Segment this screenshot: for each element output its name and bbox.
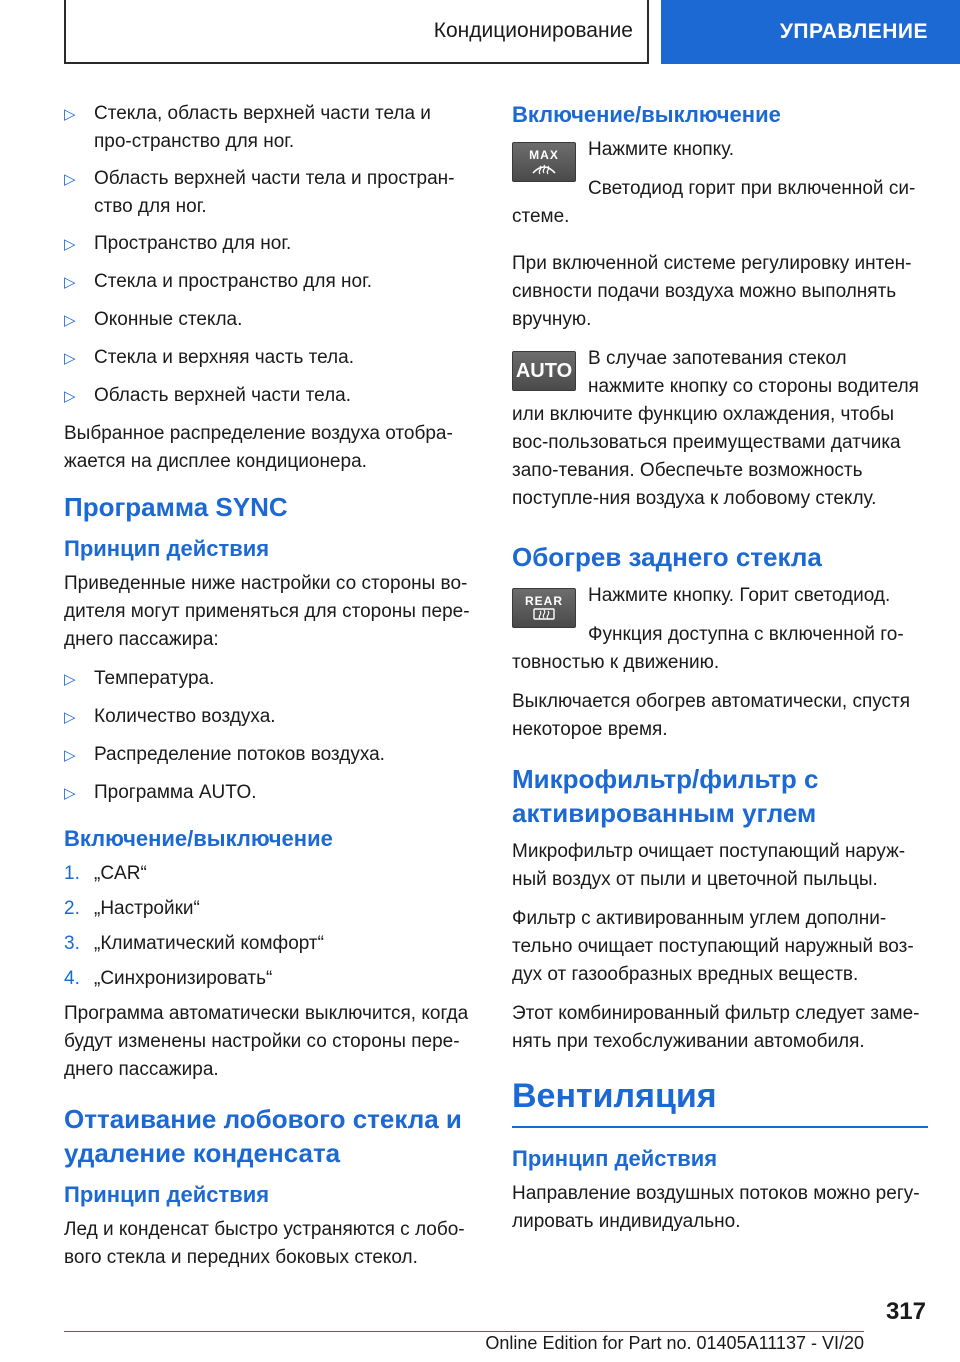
rear-off-text: Выключается обогрев автоматически, спустя некоторое время. xyxy=(512,691,911,740)
sync-onoff-heading: Включение/выключение xyxy=(64,826,333,851)
rear-defrost-icon: REAR xyxy=(512,588,576,628)
rear-defrost-glyph-icon xyxy=(531,607,557,621)
vent-text: Направление воздушных потоков можно регу-лировать индивидуально. xyxy=(512,1183,920,1232)
triangle-bullet-icon: ▷ xyxy=(64,274,76,291)
sync-heading: Программа SYNC xyxy=(64,492,288,522)
rear-heating-heading: Обогрев заднего стекла xyxy=(512,542,822,572)
triangle-bullet-icon: ▷ xyxy=(64,785,76,802)
defrost-text: Лед и конденсат быстро устраняются с лобо-вого стекла и передних боковых стекол. xyxy=(64,1219,465,1268)
press-button-text: Нажмите кнопку. xyxy=(588,139,735,160)
list-item: ▷ Программа AUTO. xyxy=(64,779,472,808)
chapter-title: УПРАВЛЕНИЕ xyxy=(779,20,928,43)
auto-button-illustration xyxy=(512,351,576,391)
defrost-principle-heading: Принцип действия xyxy=(64,1182,270,1207)
triangle-bullet-icon: ▷ xyxy=(64,671,76,688)
auto-icon: AUTO xyxy=(512,351,576,391)
distribution-note: Выбранное распределение воздуха отобра-жается на дисплее кондиционера. xyxy=(64,423,453,472)
list-item: ▷ Температура. xyxy=(64,665,472,694)
manual-adjust-text: При включенной системе регулировку интен-сивности подачи воздуха можно выполнять вручную. xyxy=(512,253,912,330)
triangle-bullet-icon: ▷ xyxy=(64,388,76,405)
section-title: Кондиционирование xyxy=(433,19,633,42)
right-column xyxy=(512,100,928,1247)
list-item: ▷ Оконные стекла. xyxy=(64,306,472,335)
led-on-text: Светодиод горит при включенной си-стеме. xyxy=(512,178,916,227)
list-item: ▷ Область верхней части тела и простран-ство для ног. xyxy=(64,165,472,221)
triangle-bullet-icon: ▷ xyxy=(64,171,76,188)
filter-text-1: Микрофильтр очищает поступающий наруж-ный воздух от пыли и цветочной пыльцы. xyxy=(512,841,906,890)
left-column xyxy=(64,100,472,1283)
list-item: ▷ Область верхней части тела. xyxy=(64,382,472,411)
onoff-heading: Включение/выключение xyxy=(512,102,781,127)
step-item: 3. „Климатический комфорт“ xyxy=(64,933,324,954)
rear-press-text: Нажмите кнопку. Горит светодиод. xyxy=(588,585,891,606)
rear-function-text: Функция доступна с включенной го-товностью к движению. xyxy=(512,624,904,673)
vent-principle-heading: Принцип действия xyxy=(512,1146,718,1171)
list-item: ▷ Стекла и верхняя часть тела. xyxy=(64,344,472,373)
triangle-bullet-icon: ▷ xyxy=(64,106,76,123)
max-defrost-icon: MAX xyxy=(512,142,576,182)
filter-text-2: Фильтр с активированным углем дополни-тельно очищает поступающий наружный воз-дух от газообразных вредных веществ. xyxy=(512,908,914,985)
triangle-bullet-icon: ▷ xyxy=(64,747,76,764)
max-defrost-button-illustration xyxy=(512,142,576,182)
step-item: 4. „Синхронизировать“ xyxy=(64,968,273,989)
triangle-bullet-icon: ▷ xyxy=(64,236,76,253)
sync-principle-text: Приведенные ниже настройки со стороны во-дителя могут применяться для стороны пере-днего пассажира: xyxy=(64,573,470,650)
fog-text: В случае запотевания стекол нажмите кнопку со стороны водителя или включите функцию охлаждения, чтобы вос-пользоваться преимуществами датчика запо-тевания. Обеспечьте возможность поступле-ния воздуха к лобовому стеклу. xyxy=(512,348,919,509)
list-item: ▷ Пространство для ног. xyxy=(64,230,472,259)
rear-defrost-button-illustration xyxy=(512,588,576,628)
step-item: 1. „CAR“ xyxy=(64,863,147,884)
sync-auto-off-text: Программа автоматически выключится, когда будут изменены настройки со стороны пере-днего пассажира. xyxy=(64,1003,469,1080)
triangle-bullet-icon: ▷ xyxy=(64,312,76,329)
list-item: ▷ Стекла, область верхней части тела и про-странство для ног. xyxy=(64,100,472,156)
list-item: ▷ Распределение потоков воздуха. xyxy=(64,741,472,770)
sync-principle-heading: Принцип действия xyxy=(64,536,270,561)
defrost-icon xyxy=(531,161,557,175)
edition-footer: Online Edition for Part no. 01405A11137 - VI/20 xyxy=(485,1333,864,1353)
list-item: ▷ Количество воздуха. xyxy=(64,703,472,732)
triangle-bullet-icon: ▷ xyxy=(64,350,76,367)
defrost-heading: Оттаивание лобового стекла и удаление конденсата xyxy=(64,1104,462,1168)
filter-heading: Микрофильтр/фильтр с активированным углем xyxy=(512,764,819,828)
list-item: ▷ Стекла и пространство для ног. xyxy=(64,268,472,297)
step-item: 2. „Настройки“ xyxy=(64,898,200,919)
page-number: 317 xyxy=(885,1298,926,1325)
filter-text-3: Этот комбинированный фильтр следует заме-нять при техобслуживании автомобиля. xyxy=(512,1003,920,1052)
ventilation-heading: Вентиляция xyxy=(512,1077,717,1115)
footer-rule xyxy=(64,1331,864,1332)
triangle-bullet-icon: ▷ xyxy=(64,709,76,726)
running-header-chapter xyxy=(661,0,960,64)
heading-rule xyxy=(512,1126,928,1128)
running-header-section xyxy=(64,0,649,64)
